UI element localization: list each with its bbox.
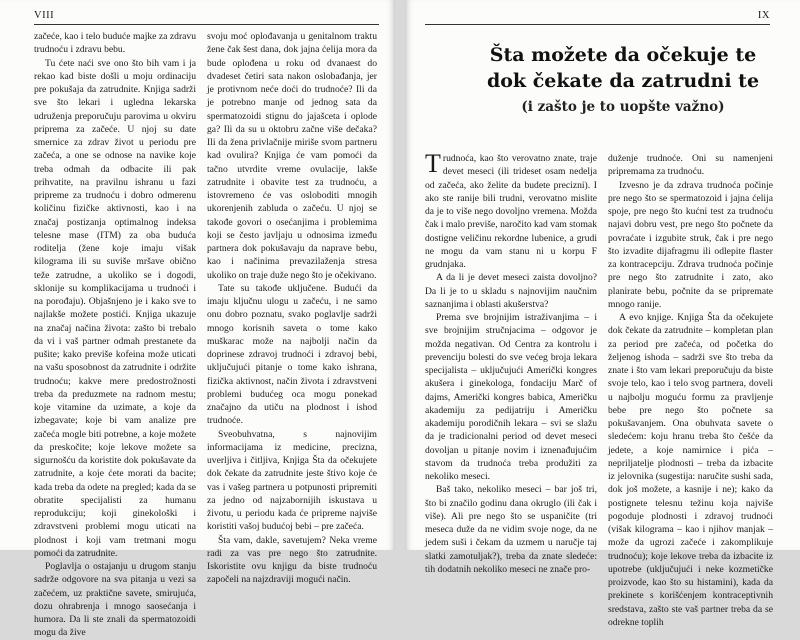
paragraph: Trudnoća, kao što verovatno znate, traje devet meseci (ili trideset osam nedelja od začeća, ako želite da budete precizni). I ako ste ranije bili trudni, verovatno mislite da je to više nego dovoljno vremena. Možda čak i malo previše, naročito kad vam stomak dostigne veličinu rekordne lubenice, a grudi ne mogu da vam stanu ni u korpu F grudnjaka.	[425, 149, 597, 270]
paragraph: Poglavlja o ostajanju u drugom stanju sadrže odgovore na sva pitanja u vezi sa začećem, uz praktične savete, smirujuća, dozu ohrabrenja i mnogo saosećanja i humora. Da li ste znali da spermatozoidi mogu da žive	[34, 561, 196, 639]
text-column-2	[207, 30, 377, 587]
text-column-1	[425, 149, 597, 576]
paragraph: Tu ćete naći sve ono što bih vam i ja rekao kad biste došli u moju ordinaciju pre pokušaja da zatrudnite. Knjiga sadrži sve što lekari i ugledna lekarska udruženja preporučuju parovima u okviru pripremа za začeće. U njoj su date smernice za zdrav život u periodu pre začeća, a one se odnose na navike koje treba odmah da odbacite ili pak prihvatite, na pravilnu ishranu u fazi pripreme za trudnoću i dobro odmerenu količinu fizičke aktivnosti, kao i na značaj postizanja optimalnog indeksa telesne mase (ITM) za oba buduća roditelja (žene koje imaju višak kilograma ili su suviše mršave obično teže zatrudne, a ukoliko se i dogodi, sklonije su komplikacijama u trudnoći i na porođaju). Objašnjeno je i kako sve to najlakše možete postići. Knjiga ukazuje na značaj načina života: zašto bi trebalo da vi i vaš partner odmah prestanete da pušite; kako previše kofeina može uticati na vašu sposobnost da zatrudnite i održite trudnoću; kakve mere predostrožnosti treba da preduzmete na radnom mestu; koje vitamine da uzimate, a koje da izbegavate; koje bi vam analize pre začeća mogle biti potrebne, a koje možete da preskočite; koje lekove možete sa sigurnošću da koristite dok pokušavate da zatrudnite, a koje ćete morati da bacite; kada treba da odete na pregled; kada da se obratite specijalisti za humanu reprodukciju; koji ginekološki i zdravstveni problemi mogu uticati na plodnost i koji vam tretmani mogu pomoći da zatrudnite.	[34, 57, 196, 559]
paragraph: Baš tako, nekoliko meseci – bar još tri, što bi značilo godinu dana okruglo (ili čak i više). Ali pre nego što se uspaničite (tri meseca duže da ne vidim svoje noge, da ne jedem suši i čekam da uzmem u naručje taj slatki zamotuljak?), treba da znate sledeće: tih dodatnih nekoliko meseci ne znače pro-	[425, 484, 597, 575]
paragraph: Tate su takođe uključene. Budući da imaju ključnu ulogu u začeću, i ne samo onu dobro poznatu, svako poglavlje sadrži mnogo korisnih saveta o tome kako muškarac može na najbolji način da doprinese zdravoj trudnoći i zdravoj bebi, uključujući pitanje o tome kako ishrana, fizička aktivnost, način života i zdravstveni problemi budućeg oca mogu ponekad značajno da utiču na plodnost i ishod trudnoće.	[207, 282, 377, 427]
drop-cap: T	[425, 149, 441, 178]
paragraph: Izvesno je da zdrava trudnoća počinje pre nego što se spermatozoid i jajna ćelija spoje, pre nego što kućni test za trudnoću najavi dobru vest, pre nego što počnete da povraćate i izgubite struk, čak i pre nego što izvadite dijafragmu ili odlepite flaster za kontracepciju. Zdrava trudnoća počinje pre nego što zatrudnite i zato, ako planirate bebu, počnite da se pripremate mnogo ranije.	[608, 179, 773, 310]
paragraph: Šta vam, dakle, savetujem? Neka vreme radi za vas pre nego što zatrudnite. Iskoristite ovu knjigu da biste trudnoću započeli na najzdraviji mogući način.	[207, 534, 377, 586]
page-number: VIII	[34, 10, 55, 21]
paragraph: Prema sve brojnijim istraživanjima – i sve brojnijim stručnjacima – odgovor je možda negativan. Od Centra za kontrolu i prevenciju bolesti do sve većeg broja lekara specijalista – uključujući Američki kongres akušera i ginekologa, fondaciju Marč of dajms, Američki kongres babica, Američku akademiju za pedijatriju i Američku akademiju porodičnih lekara – svi se slažu da je tradicionalni period od devet meseci dovoljan u pitanje novim i iznenađujućim stavom da trudnoća treba produžiti za nekoliko meseci.	[425, 312, 597, 482]
page-number: IX	[757, 10, 770, 21]
header-rule	[425, 24, 770, 25]
chapter-title-line2: dok čekate da zatrudni te	[486, 70, 760, 92]
paragraph: A da li je devet meseci zaista dovoljno? Da li je to u skladu s najnovijim naučnim saznanjima i oblasti akušerstva?	[425, 272, 597, 310]
paragraph: A evo knjige. Knjiga Šta da očekujete dok čekate da zatrudnite – kompletan plan za period pre začeća, od početka do željenog ishoda – sadrži sve što treba da znate i što vam lekari preporučuju da biste svoje telo, kao i telo svog partnera, doveli u najbolju moguću formu za pravljenje bebe pre nego što počnete sa pokušavanjem. Ona obuhvata savete o sledećem: koju hranu treba što češće da jedete, a koje namirnice i pića – nepriljatelje plodnosti – treba da izbacite iz jelovnika (sugestija: naručite sushi sada, dok još možete, a kasnije i ne); kako da postignete telesnu težinu koja najviše pogoduje plodnosti i zdravoj trudnoći (višak kilograma – kao i njihov manjak – može da ugrozi začeće i zakomplikuje trudnoću); koje lekove treba da izbacite iz upotrebe (uključujući i neke kozmetičke proizvode, kao što su histamini), kada da prekinete s korišćenjem kontraceptivnih sredstava, zašto ste vaš partner treba da se odrekne toplih	[608, 312, 773, 628]
paragraph: svoju moć oplođavanja u genitalnom traktu žene čak šest dana, dok jajna ćelija mora da bude oplođena u roku od dvanaest do dvadeset četiri sata nakon oslobađanja, jer je protivnom neće doći do trudnoće? Ili da je potrebno manje od jednog sata da spermatozoidi stignu do jajašceta i oplode ga? Ili da su u oktobru začne više dečaka? Ili da žena privlačnije miriše svom partneru kad ovulira? Knjiga će vam pomoći da tačno utvrdite vreme ovulacije, lakše zatrudnite i obavite test za trudnoću, a istovremeno će vas osloboditi mnogih ukorenjenih zabluda o začeću. U njoj se takođe govori o osećanjima i problemima koji se često javljaju u odnosima između partnera dok pokušavaju da naprave bebu, kao i načinima prevazilaženja stresa ukoliko on traje duže nego što je očekivano.	[207, 31, 377, 281]
paragraph: začeće, kao i telo buduće majke za zdravu trudnoću i zdravu bebu.	[34, 31, 196, 56]
right-page	[405, 0, 800, 628]
chapter-title-block	[463, 42, 783, 117]
chapter-title-line1: Šta možete da očekuje te	[489, 44, 757, 66]
paragraph: duženje trudnoće. Oni su namenjeni pripremama za trudnoću.	[608, 153, 773, 178]
header-rule	[34, 24, 379, 25]
paragraph: Sveobuhvatna, s najnovijim informacijama iz medicine, precizna, uverljiva i čitljiva, Knjiga Šta da očekujete dok čekate da zatrudnite jeste štivo koje će vas i vašeg partnera u potpunosti pripremiti za jedno od najzabornijih iskustava u životu, u periodu kada će pripreme najviše koristiti vašoj budućoj bebi – pre začeća.	[207, 428, 377, 533]
chapter-subtitle: (i zašto je to uopšte važno)	[521, 99, 725, 115]
text-column-2	[608, 152, 773, 629]
text-column-1	[34, 30, 196, 640]
left-page	[0, 0, 395, 639]
